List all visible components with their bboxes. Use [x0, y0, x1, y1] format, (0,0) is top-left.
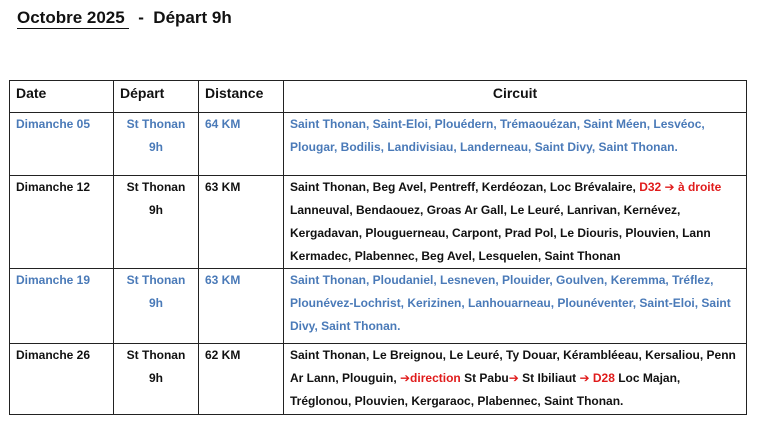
row-circuit — [284, 176, 747, 269]
row-depart — [114, 269, 199, 344]
schedule-table — [9, 80, 747, 415]
circuit-text: Loc Majan, Tréglonou, Plouvien, Kergaraoc, Plabennec, Saint Thonan. — [290, 371, 681, 408]
depart-time: 9h — [148, 140, 163, 154]
depart-time: 9h — [148, 296, 163, 310]
depart-time: 9h — [148, 371, 163, 385]
row-date: Dimanche 26 — [10, 344, 114, 415]
page-title — [17, 8, 232, 28]
column-header-distance: Distance — [199, 81, 284, 113]
depart-place: St Thonan — [126, 348, 186, 362]
row-distance: 63 KM — [199, 269, 284, 344]
row-depart — [114, 344, 199, 415]
row-distance: 64 KM — [199, 113, 284, 176]
circuit-text: St Pabu — [460, 371, 509, 385]
circuit-text: Saint Thonan, Le Breignou, Le Leuré, Ty Douar, Kérambléeau, Kersaliou, Penn Ar Lann, Plouguin, — [290, 348, 736, 385]
column-header-circuit: Circuit — [284, 81, 747, 113]
row-depart — [114, 176, 199, 269]
table-row — [10, 113, 747, 176]
circuit-text: Saint Thonan, Ploudaniel, Lesneven, Plouider, Goulven, Keremma, Tréflez, Plounévez-Lochrist, Kerizinen, Lanhouarneau, Plounéventer, Saint-Eloi, Saint Divy, Saint Thonan. — [290, 273, 731, 333]
table-row — [10, 176, 747, 269]
circuit-text: Saint Thonan, Beg Avel, Pentreff, Kerdéozan, Loc Brévalaire, — [290, 180, 640, 194]
row-circuit — [284, 344, 747, 415]
circuit-direction: D32 ➔ à droite — [639, 180, 722, 194]
depart-place: St Thonan — [126, 180, 186, 194]
circuit-text: St Ibiliaut — [518, 371, 580, 385]
circuit-text: Saint Thonan, Saint-Eloi, Plouédern, Trémaouézan, Saint Méen, Lesvéoc, Plougar, Bodilis, Landivisiau, Landerneau, Saint Divy, Saint Thonan. — [290, 117, 705, 154]
column-header-depart: Départ — [114, 81, 199, 113]
circuit-direction: ➔direction — [400, 371, 461, 385]
circuit-direction: ➔ D28 — [579, 371, 615, 385]
circuit-text: Lanneuval, Bendaouez, Groas Ar Gall, Le Leuré, Lanrivan, Kernévez, Kergadavan, Plouguerneau, Carpont, Prad Pol, Le Diouris, Plouvien, Lann Kermadec, Plabennec, Beg Avel, Lesquelen, Saint Thonan — [290, 203, 711, 263]
header-row — [10, 81, 747, 113]
table-row — [10, 344, 747, 415]
depart-place: St Thonan — [126, 273, 186, 287]
row-date: Dimanche 19 — [10, 269, 114, 344]
row-distance: 62 KM — [199, 344, 284, 415]
row-date: Dimanche 12 — [10, 176, 114, 269]
title-depart: - Départ 9h — [138, 8, 232, 27]
title-month: Octobre 2025 — [17, 8, 129, 29]
circuit-direction: ➔ — [508, 371, 519, 385]
depart-place: St Thonan — [126, 117, 186, 131]
row-depart — [114, 113, 199, 176]
row-distance: 63 KM — [199, 176, 284, 269]
depart-time: 9h — [148, 203, 163, 217]
row-date: Dimanche 05 — [10, 113, 114, 176]
row-circuit — [284, 269, 747, 344]
row-circuit — [284, 113, 747, 176]
column-header-date: Date — [10, 81, 114, 113]
table-row — [10, 269, 747, 344]
